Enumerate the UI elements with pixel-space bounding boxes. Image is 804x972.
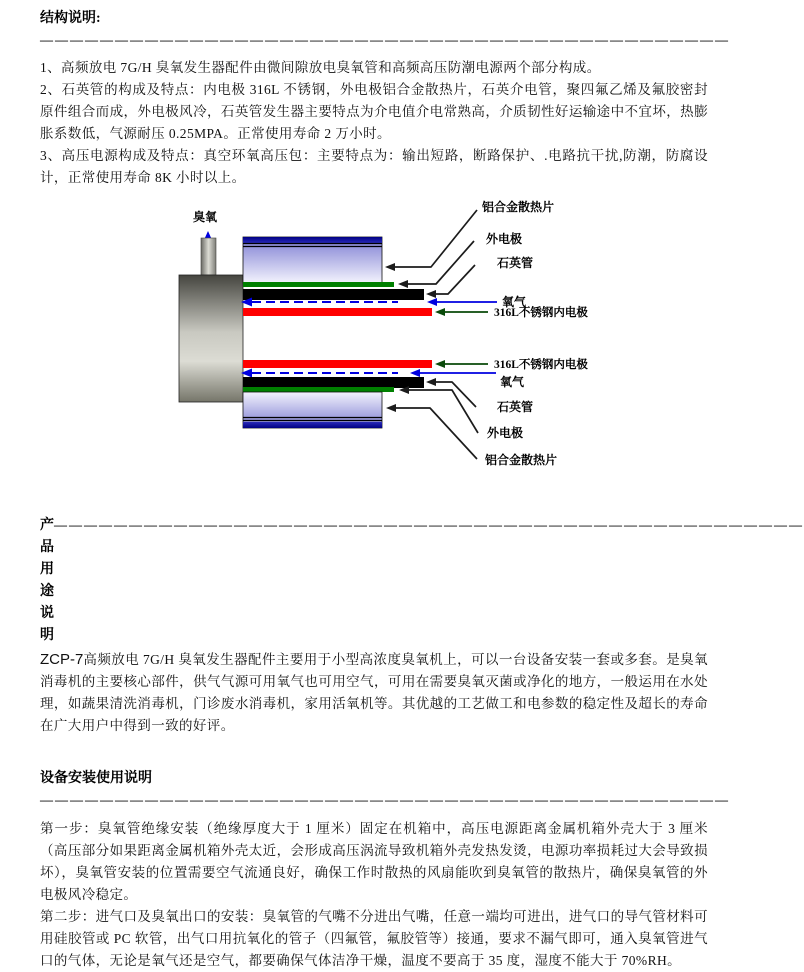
install-step-1: 第一步：臭氧管绝缘安装（绝缘厚度大于 1 厘米）固定在机箱中，高压电源距离金属机箱外壳大于 3 厘米（高压部分如果距离金属机箱外壳太近，会形成高压涡流导致机箱外壳发热发烫，电源功率损耗过大会导致损坏），臭氧管安装的位置需要空气流通良好，确保工作时散热的风扇能吹到臭氧管的散热片，确保臭氧管的外电极风冷稳定。 [40, 821, 708, 902]
bottom-outer-electrode-label: 外电极 [487, 426, 524, 440]
bottom-oxygen-label: 氧气 [500, 375, 525, 389]
bottom-inner-electrode-label: 316L不锈钢内电极 [494, 359, 588, 371]
usage-divider-dashed: —————————————————————————————————————————————————— [54, 517, 804, 532]
end-cap-cylinder [179, 275, 243, 402]
top-quartz-arrowhead [426, 290, 436, 298]
usage-section-title: 产品用途说明 [40, 518, 54, 643]
top-heatsink-leader-line [394, 210, 477, 267]
structure-item-3: 3、高压电源构成及特点：真空环氧高压包：主要特点为：输出短路，断路保护、.电路抗干扰,防潮，防腐设计，正常使用寿命 8K 小时以上。 [40, 148, 708, 185]
ozone-tube-diagram [0, 195, 737, 485]
bottom-heatsink-label: 铝合金散热片 [485, 453, 558, 467]
top-heatsink-label: 铝合金散热片 [482, 200, 555, 214]
structure-item-1: 1、高频放电 7G/H 臭氧发生器配件由微间隙放电臭氧管和高频高压防潮电源两个部分构成。 [40, 60, 601, 75]
bottom-quartz-arrowhead [426, 378, 436, 386]
model-number: ZCP-7 [40, 651, 84, 668]
structure-paragraphs [40, 57, 708, 189]
bottom-inner-electrode-arrowhead [435, 360, 445, 368]
install-divider-dashed: —————————————————————————————————————————————— [40, 792, 730, 807]
bottom-heatsink-arrowhead [386, 404, 396, 412]
top-outer-electrode-strip [243, 282, 394, 287]
bottom-oxygen-arrowhead [410, 369, 420, 377]
install-step-2: 第二步：进气口及臭氧出口的安装：臭氧管的气嘴不分进出气嘴，任意一端均可进出，进气口的导气管材料可用硅胶管或 PC 软管，出气口用抗氧化的管子（四氟管，氟胶管等）接通，要求不漏气即可，通入臭氧管进气口的气体，无论是氧气还是空气，都要确保气体洁净干燥，温度不要高于 35 度，湿度不能大于 70%RH。 [40, 909, 708, 968]
top-oxygen-arrowhead [427, 298, 437, 306]
bottom-heatsink-leader-line [395, 408, 477, 459]
top-shell-navy-band [243, 237, 382, 243]
divider-dashed: —————————————————————————————————————————————— [40, 32, 730, 47]
top-inner-electrode-label: 316L不锈钢内电极 [494, 307, 588, 319]
top-quartz-tube-strip [243, 289, 424, 300]
top-inner-electrode-strip [243, 308, 432, 316]
top-inner-electrode-arrowhead [435, 308, 445, 316]
top-oxygen-label: 氧气 [502, 295, 527, 309]
top-heatsink-arrowhead [385, 263, 395, 271]
top-outer-electrode-arrowhead [398, 280, 408, 288]
top-quartz-label: 石英管 [497, 256, 534, 270]
bottom-outer-electrode-strip [243, 387, 394, 392]
install-section-title: 设备安装使用说明 [40, 771, 152, 786]
bottom-quartz-label: 石英管 [497, 400, 534, 414]
ozone-outlet-label: 臭氧 [193, 210, 218, 224]
structure-item-2: 2、石英管的构成及特点：内电极 316L 不锈钢，外电极铝合金散热片，石英介电管，聚四氟乙烯及氟胶密封原件组合而成，外电极风冷，石英管发生器主要特点为介电值介电常熟高，介质韧性好运输途中不宜坏，热膨胀系数低，气源耐压 0.25MPA。正常使用寿命 2 万小时。 [40, 82, 708, 141]
bottom-quartz-tube-strip [243, 377, 424, 388]
bottom-outer-electrode-leader-line [408, 390, 478, 433]
usage-paragraph [40, 649, 708, 737]
usage-body-text: 高频放电 7G/H 臭氧发生器配件主要用于小型高浓度臭氧机上，可以一台设备安装一套或多套。是臭氧消毒机的主要核心部件，供气气源可用氧气也可用空气，可用在需要臭氧灭菌或净化的地方，一般运用在水处理，如蔬果清洗消毒机，门诊废水消毒机，家用活氧机等。其优越的工艺做工和电参数的稳定性及超长的寿命在广大用户中得到一致的好评。 [40, 652, 708, 733]
usage-section-header [40, 515, 804, 647]
bottom-inner-electrode-strip [243, 360, 432, 368]
structure-section-title: 结构说明: [40, 11, 101, 26]
top-outer-electrode-label: 外电极 [486, 232, 523, 246]
ozone-tube-diagram-svg [0, 195, 737, 485]
bottom-shell-navy-band [243, 422, 382, 428]
install-paragraphs [40, 818, 708, 972]
outlet-nipple [201, 238, 216, 275]
